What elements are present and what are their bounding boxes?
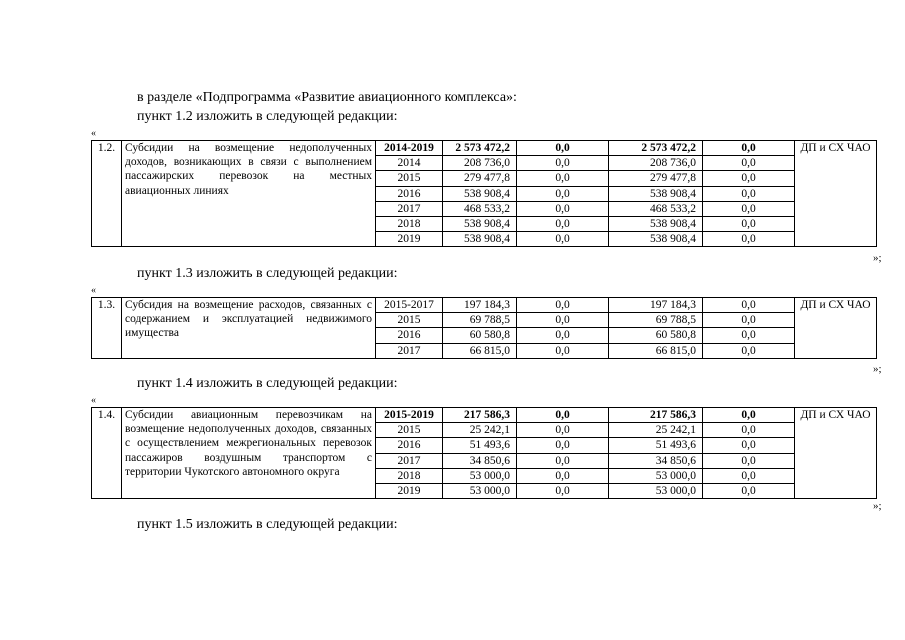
quote-open-1-3: « bbox=[91, 285, 96, 296]
quote-close-1-4: »; bbox=[873, 500, 882, 512]
federal-cell: 0,0 bbox=[517, 328, 609, 343]
federal-cell: 0,0 bbox=[517, 438, 609, 453]
district-cell: 279 477,8 bbox=[609, 171, 703, 186]
other-cell: 0,0 bbox=[703, 453, 795, 468]
district-cell: 51 493,6 bbox=[609, 438, 703, 453]
federal-cell: 0,0 bbox=[517, 232, 609, 247]
federal-cell: 0,0 bbox=[517, 298, 609, 313]
year-cell: 2017 bbox=[376, 453, 443, 468]
other-cell: 0,0 bbox=[703, 438, 795, 453]
total-cell: 538 908,4 bbox=[443, 186, 517, 201]
district-cell: 69 788,5 bbox=[609, 313, 703, 328]
other-cell: 0,0 bbox=[703, 201, 795, 216]
district-cell: 60 580,8 bbox=[609, 328, 703, 343]
total-cell: 60 580,8 bbox=[443, 328, 517, 343]
district-cell: 53 000,0 bbox=[609, 468, 703, 483]
district-cell: 34 850,6 bbox=[609, 453, 703, 468]
total-cell: 25 242,1 bbox=[443, 423, 517, 438]
year-cell: 2017 bbox=[376, 343, 443, 358]
total-cell: 468 533,2 bbox=[443, 201, 517, 216]
year-cell: 2015 bbox=[376, 313, 443, 328]
total-cell: 538 908,4 bbox=[443, 217, 517, 232]
total-cell: 34 850,6 bbox=[443, 453, 517, 468]
item-description: Субсидия на возмещение расходов, связанных с содержанием и эксплуатацией недвижимого имущества bbox=[122, 298, 376, 359]
other-cell: 0,0 bbox=[703, 156, 795, 171]
other-cell: 0,0 bbox=[703, 343, 795, 358]
total-cell: 53 000,0 bbox=[443, 484, 517, 499]
federal-cell: 0,0 bbox=[517, 201, 609, 216]
executor-cell: ДП и СХ ЧАО bbox=[795, 408, 877, 499]
year-cell: 2017 bbox=[376, 201, 443, 216]
other-cell: 0,0 bbox=[703, 186, 795, 201]
federal-cell: 0,0 bbox=[517, 453, 609, 468]
federal-cell: 0,0 bbox=[517, 468, 609, 483]
table-row bbox=[92, 298, 877, 313]
other-cell: 0,0 bbox=[703, 423, 795, 438]
year-cell: 2016 bbox=[376, 328, 443, 343]
year-cell: 2016 bbox=[376, 438, 443, 453]
other-cell: 0,0 bbox=[703, 313, 795, 328]
table-row bbox=[92, 141, 877, 156]
federal-cell: 0,0 bbox=[517, 484, 609, 499]
year-cell: 2015 bbox=[376, 423, 443, 438]
district-cell: 468 533,2 bbox=[609, 201, 703, 216]
year-cell: 2016 bbox=[376, 186, 443, 201]
district-cell: 538 908,4 bbox=[609, 232, 703, 247]
district-cell: 208 736,0 bbox=[609, 156, 703, 171]
total-cell: 197 184,3 bbox=[443, 298, 517, 313]
total-cell: 66 815,0 bbox=[443, 343, 517, 358]
executor-cell: ДП и СХ ЧАО bbox=[795, 298, 877, 359]
total-cell: 217 586,3 bbox=[443, 408, 517, 423]
total-cell: 51 493,6 bbox=[443, 438, 517, 453]
total-cell: 2 573 472,2 bbox=[443, 141, 517, 156]
quote-close-1-2: »; bbox=[873, 252, 882, 264]
section-line: в разделе «Подпрограмма «Развитие авиационного комплекса»: bbox=[137, 90, 517, 105]
district-cell: 538 908,4 bbox=[609, 186, 703, 201]
total-cell: 279 477,8 bbox=[443, 171, 517, 186]
other-cell: 0,0 bbox=[703, 141, 795, 156]
federal-cell: 0,0 bbox=[517, 423, 609, 438]
total-cell: 208 736,0 bbox=[443, 156, 517, 171]
other-cell: 0,0 bbox=[703, 171, 795, 186]
year-cell: 2018 bbox=[376, 217, 443, 232]
federal-cell: 0,0 bbox=[517, 156, 609, 171]
other-cell: 0,0 bbox=[703, 328, 795, 343]
executor-cell: ДП и СХ ЧАО bbox=[795, 141, 877, 247]
heading-1-4: пункт 1.4 изложить в следующей редакции: bbox=[137, 376, 398, 391]
quote-close-1-3: »; bbox=[873, 363, 882, 375]
quote-open-1-4: « bbox=[91, 395, 96, 406]
other-cell: 0,0 bbox=[703, 232, 795, 247]
total-cell: 538 908,4 bbox=[443, 232, 517, 247]
heading-1-5: пункт 1.5 изложить в следующей редакции: bbox=[137, 517, 398, 532]
table-row bbox=[92, 408, 877, 423]
federal-cell: 0,0 bbox=[517, 343, 609, 358]
federal-cell: 0,0 bbox=[517, 141, 609, 156]
federal-cell: 0,0 bbox=[517, 408, 609, 423]
district-cell: 2 573 472,2 bbox=[609, 141, 703, 156]
quote-open-1-2: « bbox=[91, 128, 96, 139]
item-number: 1.2. bbox=[92, 141, 122, 247]
federal-cell: 0,0 bbox=[517, 171, 609, 186]
district-cell: 66 815,0 bbox=[609, 343, 703, 358]
year-cell: 2015 bbox=[376, 171, 443, 186]
federal-cell: 0,0 bbox=[517, 313, 609, 328]
item-description: Субсидии на возмещение недополученных доходов, возникающих в связи с выполнением пассажирских перевозок на местных авиационных линиях bbox=[122, 141, 376, 247]
federal-cell: 0,0 bbox=[517, 217, 609, 232]
year-cell: 2014 bbox=[376, 156, 443, 171]
total-cell: 69 788,5 bbox=[443, 313, 517, 328]
year-cell: 2015-2019 bbox=[376, 408, 443, 423]
district-cell: 25 242,1 bbox=[609, 423, 703, 438]
heading-1-3: пункт 1.3 изложить в следующей редакции: bbox=[137, 266, 398, 281]
other-cell: 0,0 bbox=[703, 217, 795, 232]
other-cell: 0,0 bbox=[703, 408, 795, 423]
total-cell: 53 000,0 bbox=[443, 468, 517, 483]
table-1-2 bbox=[91, 140, 877, 247]
year-cell: 2015-2017 bbox=[376, 298, 443, 313]
item-number: 1.4. bbox=[92, 408, 122, 499]
table-1-3 bbox=[91, 297, 877, 359]
district-cell: 217 586,3 bbox=[609, 408, 703, 423]
year-cell: 2019 bbox=[376, 232, 443, 247]
federal-cell: 0,0 bbox=[517, 186, 609, 201]
district-cell: 538 908,4 bbox=[609, 217, 703, 232]
item-number: 1.3. bbox=[92, 298, 122, 359]
year-cell: 2018 bbox=[376, 468, 443, 483]
heading-1-2: пункт 1.2 изложить в следующей редакции: bbox=[137, 109, 398, 124]
item-description: Субсидии авиационным перевозчикам на возмещение недополученных доходов, связанных с осуществлением межрегиональных перевозок пассажиров воздушным транспортом с территории Чукотского автономного округа bbox=[122, 408, 376, 499]
district-cell: 197 184,3 bbox=[609, 298, 703, 313]
year-cell: 2014-2019 bbox=[376, 141, 443, 156]
other-cell: 0,0 bbox=[703, 468, 795, 483]
district-cell: 53 000,0 bbox=[609, 484, 703, 499]
other-cell: 0,0 bbox=[703, 484, 795, 499]
year-cell: 2019 bbox=[376, 484, 443, 499]
table-1-4 bbox=[91, 407, 877, 499]
other-cell: 0,0 bbox=[703, 298, 795, 313]
